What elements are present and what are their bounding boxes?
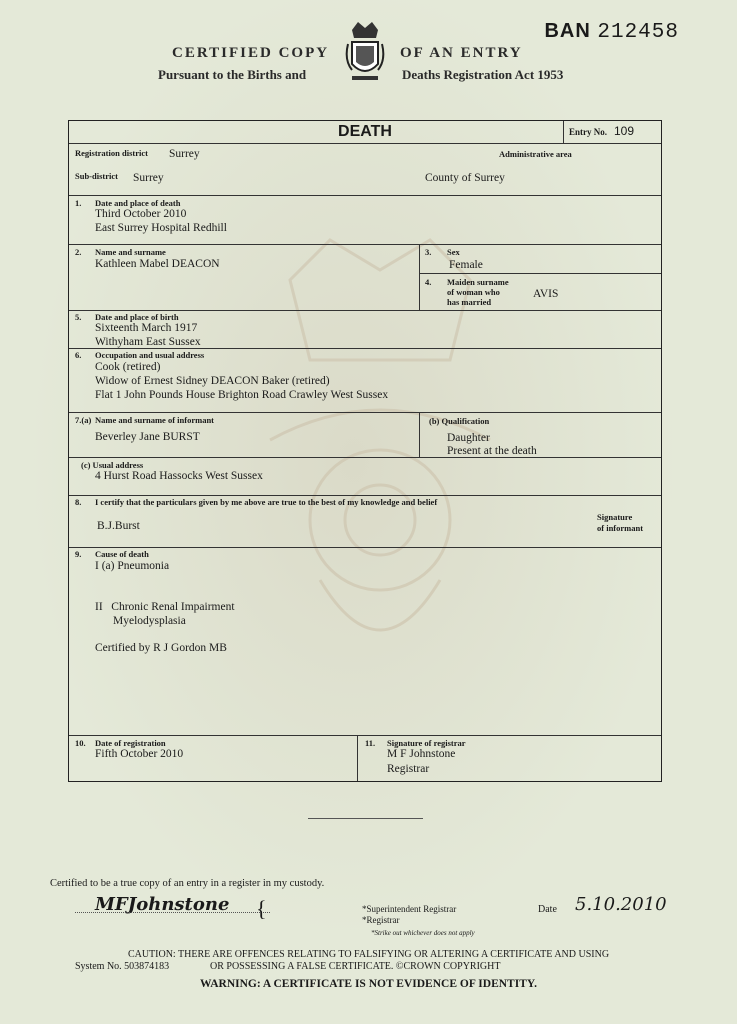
serial-prefix: BAN [544, 20, 591, 42]
header-act: Deaths Registration Act 1953 [402, 67, 564, 82]
field-4-label-2: of woman who [447, 287, 500, 297]
warning-text: WARNING: A CERTIFICATE IS NOT EVIDENCE OF IDENTITY. [199, 978, 537, 990]
signature-line [75, 912, 270, 913]
date-value: 5.10.2010 [575, 894, 667, 915]
registrar-name: M F Johnstone [387, 748, 456, 760]
admin-area-label: Administrative area [499, 149, 572, 159]
field-8-number: 8. [75, 497, 82, 507]
cause-of-death-secondary: II Chronic Renal Impairment [95, 601, 235, 613]
certified-by: Certified by R J Gordon MB [95, 642, 227, 654]
field-3-number: 3. [425, 247, 432, 257]
field-4-number: 4. [425, 277, 432, 287]
field-7b-label: (b) Qualification [429, 416, 490, 426]
informant-name: Beverley Jane BURST [95, 431, 200, 443]
caution-line-2: OR POSSESSING A FALSE CERTIFICATE. ©CROWN COPYRIGHT [210, 961, 501, 972]
serial-value: 212458 [597, 21, 679, 44]
admin-area-value: County of Surrey [425, 172, 505, 184]
brace-glyph: { [256, 896, 267, 921]
place-of-death: East Surrey Hospital Redhill [95, 222, 227, 234]
field-10-label: Date of registration [95, 738, 166, 748]
usual-address: Flat 1 John Pounds House Brighton Road Crawley West Sussex [95, 389, 389, 401]
form-title: DEATH [338, 123, 392, 140]
field-5-label: Date and place of birth [95, 312, 179, 322]
place-of-birth: Withyham East Sussex [95, 336, 201, 348]
field-11-label: Signature of registrar [387, 738, 466, 748]
field-2-label: Name and surname [95, 247, 166, 257]
date-of-birth: Sixteenth March 1917 [95, 322, 198, 334]
qualification-presence: Present at the death [447, 445, 537, 457]
field-8-label: I certify that the particulars given by me above are true to the best of my knowledge and belief [95, 497, 438, 507]
informant-signature: B.J.Burst [97, 520, 140, 532]
date-of-death: Third October 2010 [95, 208, 187, 220]
reg-district-value: Surrey [169, 148, 200, 160]
system-number: System No. 503874183 [75, 961, 170, 972]
registrar-signature: MFJohnstone [95, 894, 230, 915]
field-7a-label: Name and surname of informant [95, 415, 214, 425]
field-5-number: 5. [75, 312, 82, 322]
sex-value: Female [449, 259, 483, 271]
sub-district-label: Sub-district [75, 171, 118, 181]
field-7c-label: (c) Usual address [81, 460, 144, 470]
cause-of-death-primary: I (a) Pneumonia [95, 560, 170, 572]
field-11-number: 11. [365, 738, 376, 748]
marital-detail: Widow of Ernest Sidney DEACON Baker (retired) [95, 375, 330, 387]
field-6-label: Occupation and usual address [95, 350, 205, 360]
field-9-number: 9. [75, 549, 82, 559]
reg-district-label: Registration district [75, 148, 148, 158]
field-10-number: 10. [75, 738, 86, 748]
sub-district-value: Surrey [133, 172, 164, 184]
date-of-registration: Fifth October 2010 [95, 748, 184, 760]
certified-statement: Certified to be a true copy of an entry in a register in my custody. [50, 878, 325, 889]
serial-number [544, 20, 679, 44]
field-9-label: Cause of death [95, 549, 149, 559]
field-1-label: Date and place of death [95, 198, 181, 208]
royal-crest-icon [344, 20, 386, 84]
cause-of-death-tertiary: Myelodysplasia [113, 615, 186, 627]
death-entry-form [68, 120, 662, 782]
registrar-option: *Registrar [362, 915, 400, 925]
field-1-number: 1. [75, 198, 82, 208]
date-label: Date [538, 904, 557, 915]
field-3-label: Sex [447, 247, 460, 257]
caution-line-1: CAUTION: THERE ARE OFFENCES RELATING TO FALSIFYING OR ALTERING A CERTIFICATE AND USING [127, 949, 610, 960]
signature-label: Signature [597, 512, 633, 522]
divider [308, 818, 423, 819]
field-7a-number: 7.(a) [75, 415, 92, 425]
header-pursuant: Pursuant to the Births and [158, 67, 307, 82]
superintendent-registrar: *Superintendent Registrar [362, 904, 457, 914]
strike-note: *Strike out whichever does not apply [371, 929, 475, 937]
occupation: Cook (retired) [95, 361, 161, 373]
registrar-title: Registrar [387, 763, 430, 775]
entry-number-label: Entry No. [569, 127, 607, 137]
field-4-label: Maiden surname [447, 277, 509, 287]
header-of-an-entry: OF AN ENTRY [400, 45, 523, 61]
field-4-label-3: has married [447, 297, 492, 307]
field-6-number: 6. [75, 350, 82, 360]
informant-address: 4 Hurst Road Hassocks West Sussex [95, 470, 263, 482]
qualification-relation: Daughter [447, 432, 490, 444]
field-2-number: 2. [75, 247, 82, 257]
deceased-name: Kathleen Mabel DEACON [95, 258, 220, 270]
maiden-surname: AVIS [533, 288, 559, 300]
entry-number: 109 [614, 124, 635, 138]
signature-informant-label: of informant [597, 523, 644, 533]
header-certified-copy: CERTIFIED COPY [172, 45, 330, 61]
